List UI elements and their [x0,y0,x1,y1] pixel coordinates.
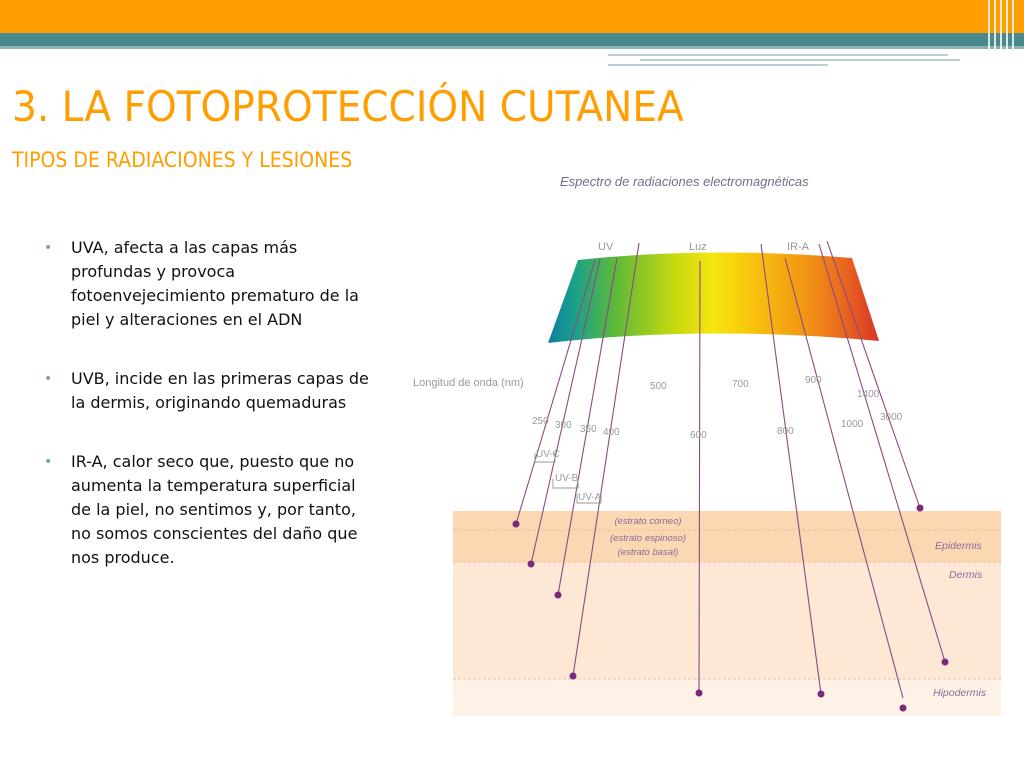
ray-250 [516,260,595,524]
radiation-spectrum-diagram [405,166,1005,726]
bullet-uva: • UVA, afecta a las capas más profundas y provoca fotoenvejecimiento prematuro de la piel y alteraciones en el ADN [44,236,380,332]
wavelength-1000: 1000 [841,419,864,430]
decorative-lines [600,44,1024,74]
top-orange-band [0,0,1024,33]
ray-endpoint [528,561,535,568]
uv-range-uva: UV-A [578,492,602,503]
dermis-layer [453,562,1001,679]
ray-endpoint [917,505,924,512]
layer-label-corneo: (estrato corneo) [614,516,682,527]
wavelength-axis-label: Longitud de onda (nm) [413,377,524,389]
decorative-stripes [984,0,1024,70]
ray-endpoint [942,659,949,666]
band-label-luz: Luz [689,241,707,253]
layer-label-epidermis: Epidermis [935,540,982,552]
hipodermis-layer [453,679,1001,716]
epidermis-layer [453,511,1001,562]
ray-endpoint [570,673,577,680]
slide-title: 3. LA FOTOPROTECCIÓN CUTANEA [12,82,684,131]
ray-endpoint [696,690,703,697]
uv-range-uvb: UV-B [555,473,579,484]
wavelength-1400: 1400 [857,389,880,400]
uv-range-uvc: UV-C [536,449,560,460]
bullet-ira: • IR-A, calor seco que, puesto que no aumenta la temperatura superficial de la piel, no sentimos y, por tanto, no somos conscientes del daño que nos produce. [44,450,380,570]
wavelength-350: 350 [580,424,597,435]
slide-subtitle: TIPOS DE RADIACIONES Y LESIONES [12,148,353,172]
band-label-ira: IR-A [787,241,809,253]
wavelength-800: 800 [777,426,794,437]
ray-endpoint [555,592,562,599]
layer-label-basal: (estrato basal) [617,547,679,558]
layer-label-espinoso: (estrato espinoso) [609,533,687,544]
ray-endpoint [900,705,907,712]
wavelength-300: 300 [555,420,572,431]
wavelength-3000: 3000 [880,412,903,423]
spectrum-band [548,252,879,343]
band-label-uv: UV [598,241,614,253]
wavelength-700: 700 [732,379,749,390]
wavelength-400: 400 [603,427,620,438]
ray-endpoint [818,691,825,698]
ray-endpoint [513,521,520,528]
wavelength-500: 500 [650,381,667,392]
wavelength-250: 250 [532,416,549,427]
bullet-list [44,236,380,605]
bullet-uvb: • UVB, incide en las primeras capas de la dermis, originando quemaduras [44,367,380,415]
spectrum-title: Espectro de radiaciones electromagnéticas [560,174,809,189]
wavelength-900: 900 [805,375,822,386]
layer-label-hipodermis: Hipodermis [933,687,987,699]
wavelength-600: 600 [690,430,707,441]
layer-label-dermis: Dermis [949,569,983,581]
